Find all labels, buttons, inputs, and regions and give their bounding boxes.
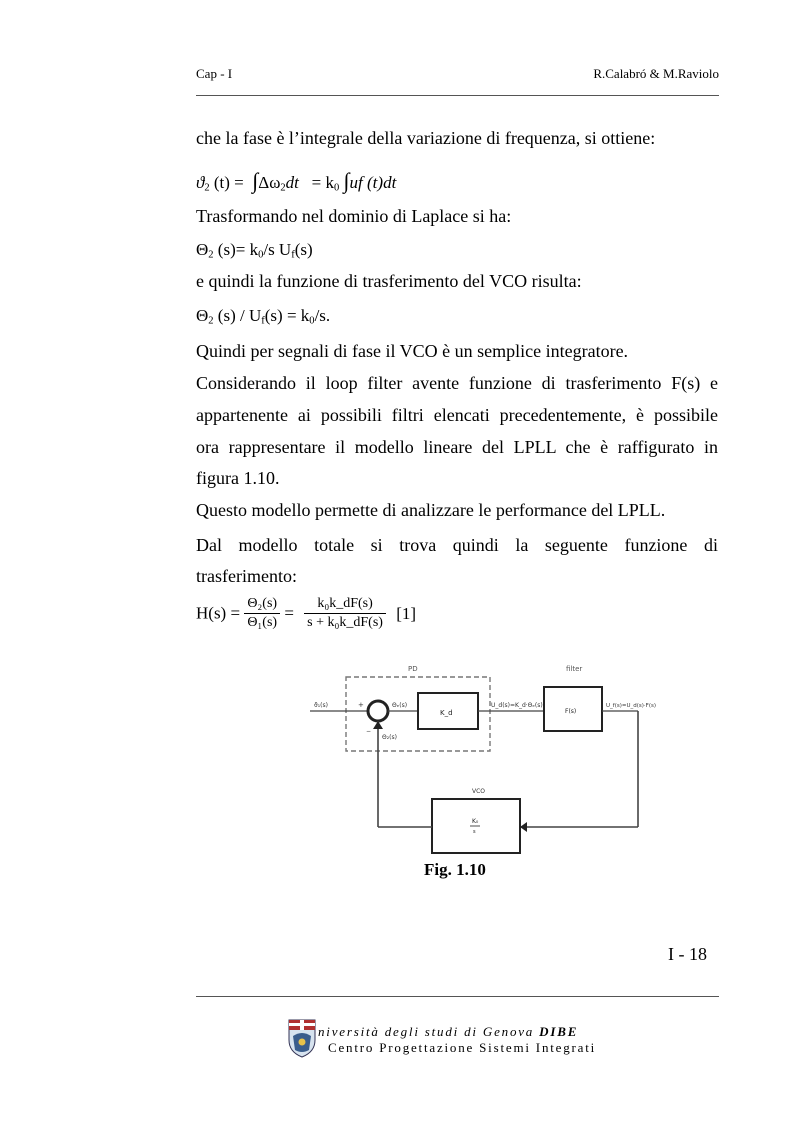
ud-label: U_d(s)=K_d·Θₑ(s): [491, 702, 543, 709]
kd-label: K_d: [440, 709, 453, 717]
footer-university: niversità degli studi di Genova DIBE: [318, 1024, 579, 1039]
pd-label: PD: [408, 665, 418, 673]
text-line-2: Trasformando nel dominio di Laplace si ha:: [196, 206, 512, 226]
text-line-1: che la fase è l’integrale della variazione di frequenza, si ottiene:: [196, 128, 656, 148]
input-label: ϑ₁(s): [314, 702, 328, 709]
university-logo-icon: [287, 1018, 317, 1058]
text-line-4: Quindi per segnali di fase il VCO è un semplice integratore.: [196, 341, 629, 361]
vco-den: s: [473, 829, 476, 835]
equation-transfer-function: H(s) = $\frac{\text{Θ₂(s)}}{\text{Θ₁(s)}}$ = $\frac{\text{k₀k\_dF(s)}}{\text{s + k₀k\_dF(s)}}$ [1]: [196, 596, 417, 630]
text-line-5d: figura 1.10.: [196, 468, 280, 488]
fs-label: F(s): [565, 708, 577, 715]
vco-num: K₀: [472, 818, 479, 825]
text-line-5b: appartenente ai possibili filtri elencati precedentemente, è possibile: [196, 405, 718, 425]
text-line-7a: Dal modello totale si trova quindi la seguente funzione di: [196, 535, 718, 555]
vco-label: VCO: [472, 788, 486, 795]
header-chapter: Cap - I: [196, 66, 233, 81]
footer-center: Centro Progettazione Sistemi Integrati: [328, 1040, 597, 1055]
text-line-7b: trasferimento:: [196, 566, 297, 586]
summing-junction: [368, 701, 388, 721]
plus-sign: +: [358, 701, 364, 709]
equation-1: $ϑ_2$ $(t) = \int\Delta\omega_2dt$ = $k_0$ ∫uf (t)dt: [196, 168, 397, 194]
text-line-3: e quindi la funzione di trasferimento del VCO risulta:: [196, 271, 582, 291]
theta2-label: Θ₂(s): [382, 734, 397, 741]
theta-e-label: Θₑ(s): [392, 702, 408, 709]
filter-label: filter: [566, 665, 583, 673]
uf-label: U_f(s)=U_d(s)·F(s): [606, 703, 656, 709]
footer-rule: [196, 996, 719, 997]
text-line-6: Questo modello permette di analizzare le performance del LPLL.: [196, 500, 666, 520]
equation-2: $\Theta_2$ $(s)= k_0/s$ $U_f(s)$: [196, 240, 313, 261]
header-authors: R.Calabró & M.Raviolo: [593, 66, 719, 81]
lpll-block-diagram: [308, 657, 656, 857]
minus-sign: −: [366, 728, 372, 735]
equation-3: $\Theta_2$ $(s) / U_f(s) = k_0/s$.: [196, 306, 331, 327]
figure-caption: Fig. 1.10: [424, 860, 486, 879]
page-number: I - 18: [668, 944, 707, 964]
text-line-5a: Considerando il loop filter avente funzione di trasferimento F(s) e: [196, 373, 718, 393]
text-line-5c: ora rappresentare il modello lineare del LPLL che è raffigurato in: [196, 437, 718, 457]
header-rule: [196, 95, 719, 96]
